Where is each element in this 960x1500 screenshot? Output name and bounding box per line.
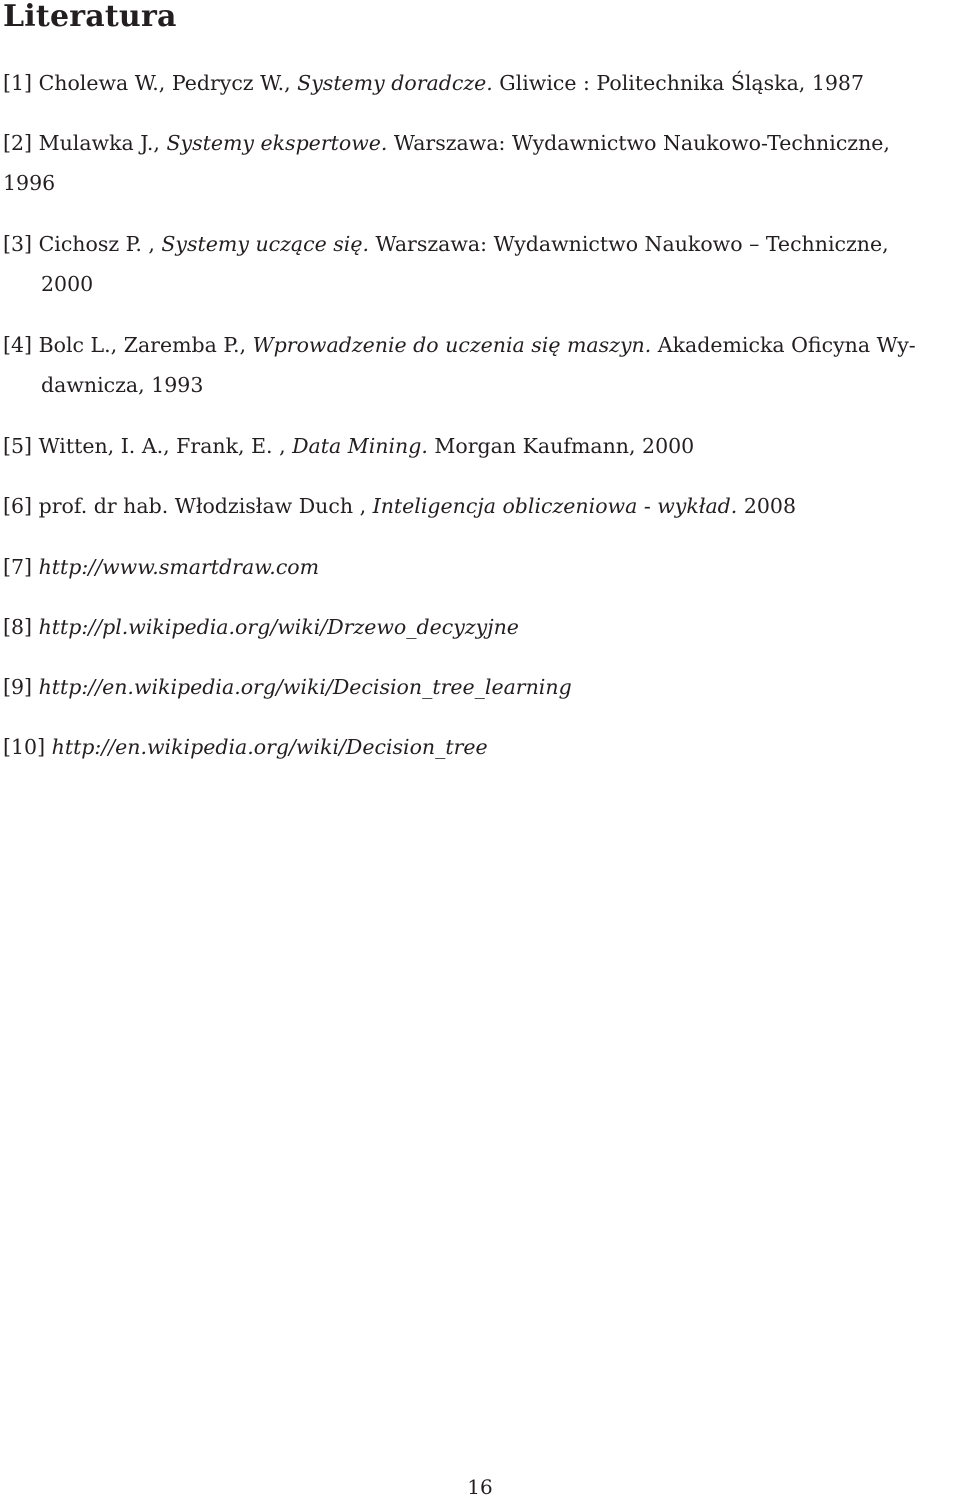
- reference-item: [3, 63, 955, 103]
- reference-authors: Cichosz P. ,: [38, 232, 162, 256]
- reference-year: 2008: [737, 494, 797, 518]
- reference-number: [7]: [3, 555, 33, 579]
- reference-item: [3, 123, 955, 203]
- section-heading: Literatura: [3, 0, 177, 34]
- reference-year: 1996: [3, 171, 56, 195]
- page-number: 16: [467, 1475, 493, 1499]
- reference-number: [5]: [3, 434, 33, 458]
- reference-publisher: Warszawa: Wydawnictwo Naukowo – Techniczne,: [369, 232, 889, 256]
- reference-title: Data Mining.: [292, 434, 428, 458]
- reference-publisher: Gliwice : Politechnika Śląska, 1987: [492, 71, 865, 95]
- reference-number: [3]: [3, 232, 33, 256]
- reference-url: http://en.wikipedia.org/wiki/Decision_tree_learning: [38, 675, 572, 699]
- reference-title: Inteligencja obliczeniowa - wykład.: [372, 494, 738, 518]
- reference-url: http://en.wikipedia.org/wiki/Decision_tree: [51, 735, 488, 759]
- reference-authors: Mulawka J.,: [38, 131, 167, 155]
- reference-publisher: Warszawa: Wydawnictwo Naukowo-Techniczne,: [387, 131, 890, 155]
- reference-number: [8]: [3, 615, 33, 639]
- reference-number: [9]: [3, 675, 33, 699]
- reference-year: 2000: [41, 272, 94, 296]
- reference-authors: Witten, I. A., Frank, E. ,: [38, 434, 293, 458]
- reference-authors: Cholewa W., Pedrycz W.,: [38, 71, 298, 95]
- reference-publisher-continued: dawnicza, 1993: [41, 373, 204, 397]
- reference-authors: prof. dr hab. Włodzisław Duch ,: [38, 494, 373, 518]
- reference-item: [3, 727, 955, 767]
- reference-authors: Bolc L., Zaremba P.,: [38, 333, 253, 357]
- reference-number: [1]: [3, 71, 33, 95]
- reference-item: [3, 486, 955, 526]
- reference-url: http://pl.wikipedia.org/wiki/Drzewo_decyzyjne: [38, 615, 519, 639]
- reference-publisher: Akademicka Oficyna Wy-: [651, 333, 916, 357]
- reference-item: [3, 607, 955, 647]
- reference-publisher: Morgan Kaufmann, 2000: [427, 434, 695, 458]
- reference-item: [3, 426, 955, 466]
- reference-number: [10]: [3, 735, 46, 759]
- reference-item: [3, 667, 955, 707]
- reference-title: Wprowadzenie do uczenia się maszyn.: [252, 333, 652, 357]
- reference-title: Systemy ekspertowe.: [166, 131, 388, 155]
- reference-item: [3, 325, 955, 405]
- reference-item: [3, 547, 955, 587]
- reference-item: [3, 224, 955, 304]
- reference-title: Systemy uczące się.: [161, 232, 370, 256]
- reference-number: [6]: [3, 494, 33, 518]
- reference-title: Systemy doradcze.: [297, 71, 493, 95]
- reference-number: [2]: [3, 131, 33, 155]
- reference-url: http://www.smartdraw.com: [38, 555, 320, 579]
- reference-number: [4]: [3, 333, 33, 357]
